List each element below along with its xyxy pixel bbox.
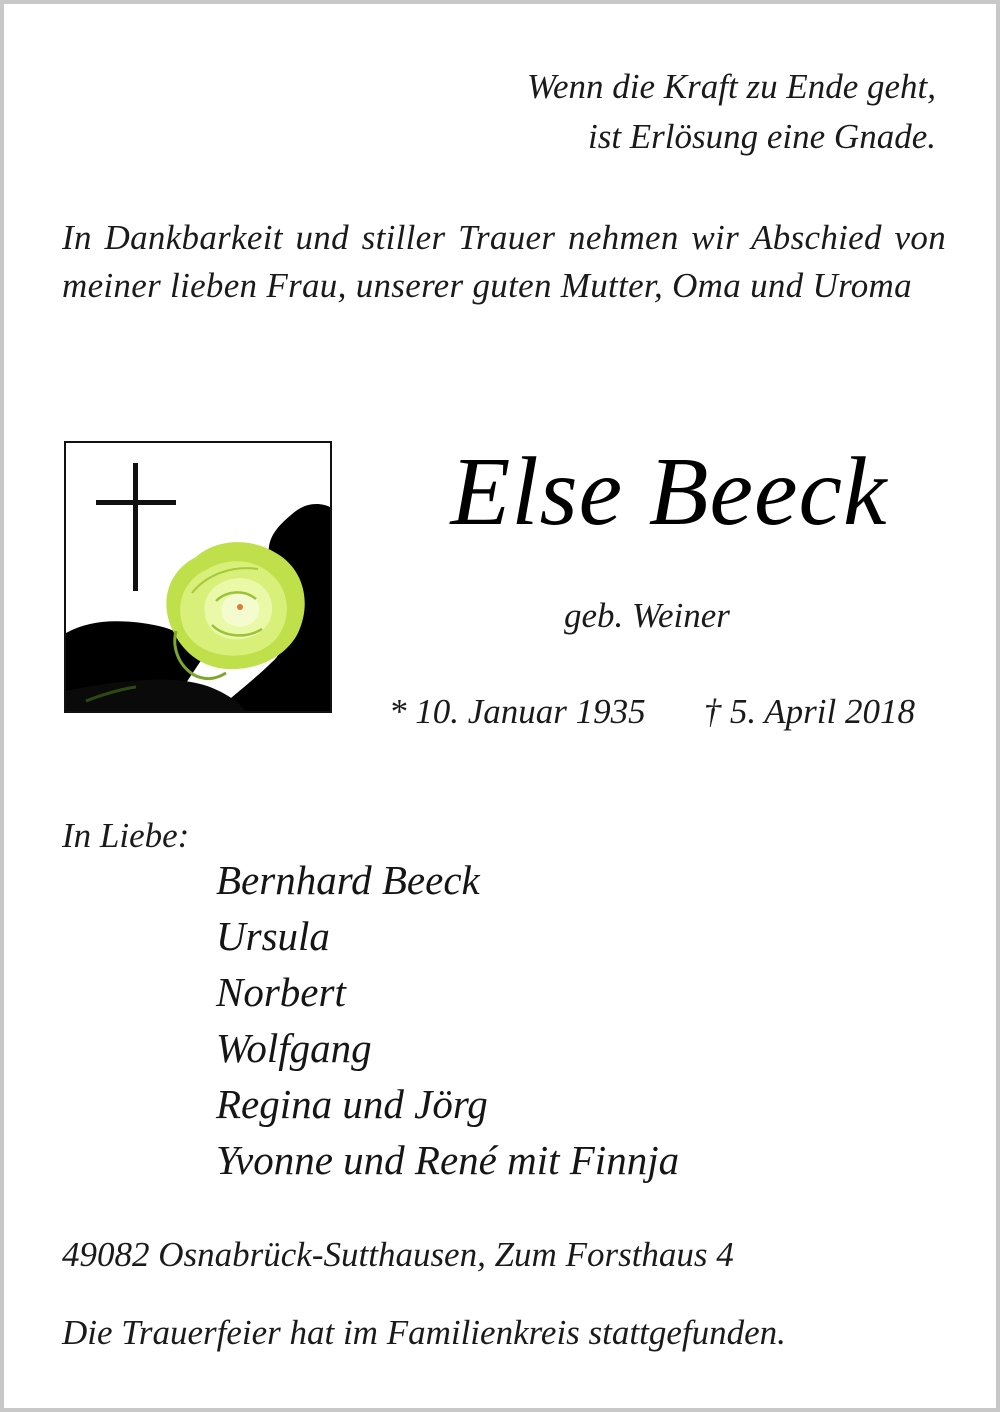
motto-line-1: Wenn die Kraft zu Ende geht, bbox=[527, 67, 936, 106]
motto bbox=[527, 62, 936, 162]
address: 49082 Osnabrück-Sutthausen, Zum Forsthaus 4 bbox=[62, 1235, 734, 1274]
born-name: geb. Weiner bbox=[564, 596, 730, 635]
deceased-name: Else Beeck bbox=[450, 438, 888, 546]
funeral-note: Die Trauerfeier hat im Familienkreis stattgefunden. bbox=[62, 1313, 786, 1352]
mourners-list bbox=[216, 852, 679, 1188]
emblem bbox=[64, 441, 332, 713]
mourner-name: Norbert bbox=[216, 969, 346, 1015]
life-dates bbox=[389, 690, 915, 734]
death-date: † 5. April 2018 bbox=[703, 692, 915, 731]
intro-text: In Dankbarkeit und stiller Trauer nehmen wir Abschied von meiner lieben Frau, unserer guten Mutter, Oma und Uroma bbox=[62, 218, 946, 305]
mourner-name: Regina und Jörg bbox=[216, 1081, 488, 1127]
emblem-graphic bbox=[66, 443, 330, 711]
motto-line-2: ist Erlösung eine Gnade. bbox=[587, 117, 936, 156]
mourner-name: Bernhard Beeck bbox=[216, 857, 480, 903]
latin-cross-icon bbox=[96, 463, 176, 591]
birth-date: * 10. Januar 1935 bbox=[389, 692, 646, 731]
mourners-label: In Liebe: bbox=[62, 816, 190, 855]
mourner-name: Wolfgang bbox=[216, 1025, 372, 1071]
mourner-name: Yvonne und René mit Finnja bbox=[216, 1137, 680, 1183]
mourner-name: Ursula bbox=[216, 913, 330, 959]
